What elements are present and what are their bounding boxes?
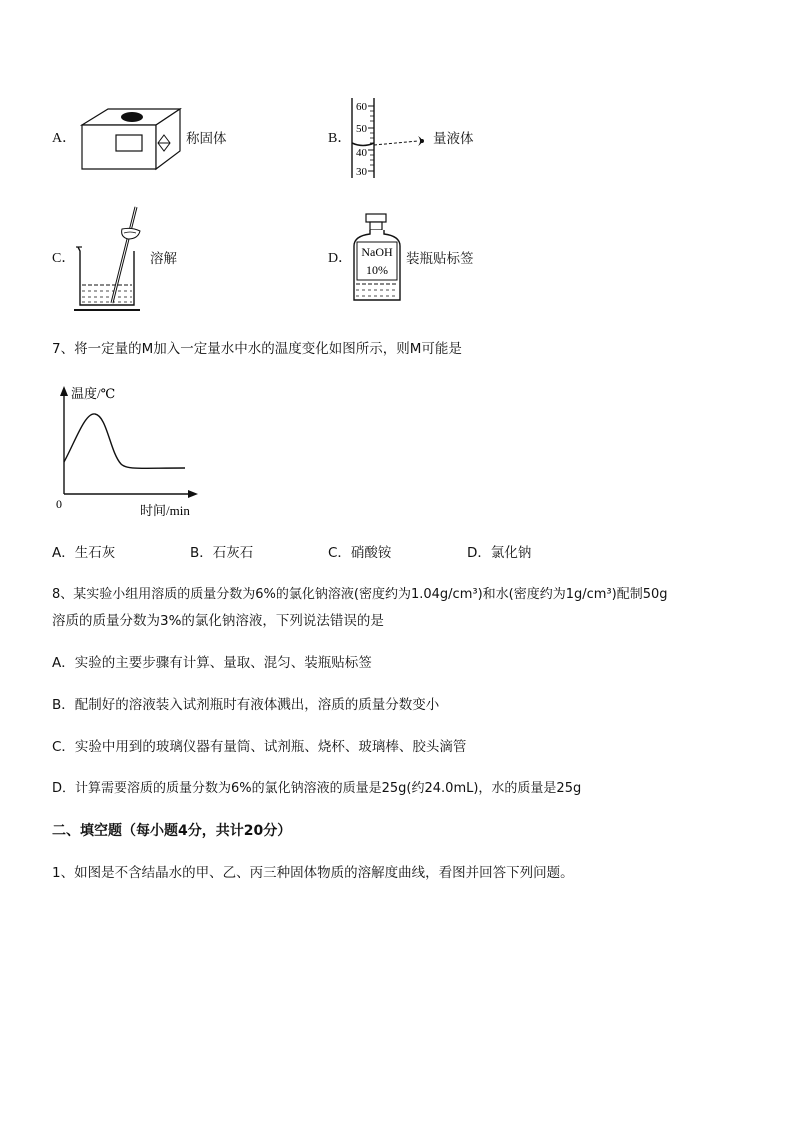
option-b-caption: 量液体 bbox=[433, 131, 474, 147]
option-c-letter: C． bbox=[52, 251, 76, 266]
option-d-caption: 装瓶贴标签 bbox=[406, 251, 474, 267]
q8-option-a: A．实验的主要步骤有计算、量取、混匀、装瓶贴标签 bbox=[52, 655, 372, 671]
scale-label-60: 60 bbox=[356, 101, 367, 113]
balance-illustration bbox=[80, 105, 185, 185]
bottle-label-percent: 10% bbox=[366, 263, 388, 277]
section-heading: 二、填空题（每小题4分，共计20分） bbox=[52, 823, 292, 839]
section2-q1-stem: 1、如图是不含结晶水的甲、乙、丙三种固体物质的溶解度曲线，看图并回答下列问题。 bbox=[52, 865, 574, 881]
q7-option-d: D．氯化钠 bbox=[467, 545, 532, 561]
q7-option-b: B．石灰石 bbox=[190, 545, 254, 561]
graph-origin-label: 0 bbox=[56, 497, 62, 511]
bottle-label-chemical: NaOH bbox=[361, 245, 393, 259]
scale-label-30: 30 bbox=[356, 166, 367, 178]
option-b-letter: B． bbox=[328, 131, 352, 146]
graduated-cylinder-illustration bbox=[350, 98, 430, 180]
beaker-stirring-illustration bbox=[72, 205, 152, 315]
q8-stem-line2: 溶质的质量分数为3%的氯化钠溶液，下列说法错误的是 bbox=[52, 613, 384, 629]
scale-label-50: 50 bbox=[356, 123, 367, 135]
q8-option-c: C．实验中用到的玻璃仪器有量筒、试剂瓶、烧杯、玻璃棒、胶头滴管 bbox=[52, 739, 467, 755]
q7-option-a: A．生石灰 bbox=[52, 545, 116, 561]
option-c-caption: 溶解 bbox=[150, 251, 177, 267]
graph-x-label: 时间/min bbox=[140, 503, 190, 518]
option-a-letter: A． bbox=[52, 131, 77, 146]
temperature-time-graph bbox=[55, 382, 205, 517]
option-a-caption: 称固体 bbox=[186, 131, 227, 147]
q7-stem: 7、将一定量的M加入一定量水中水的温度变化如图所示，则M可能是 bbox=[52, 341, 462, 357]
reagent-bottle-illustration bbox=[350, 212, 404, 304]
q8-stem-line1: 8、某实验小组用溶质的质量分数为6%的氯化钠溶液(密度约为1.04g/cm³)和水(密度约为1g/cm³)配制50g bbox=[52, 587, 668, 602]
graph-y-label: 温度/℃ bbox=[71, 386, 116, 401]
scale-label-40: 40 bbox=[356, 147, 367, 159]
option-d-letter: D． bbox=[328, 251, 353, 266]
q7-option-c: C．硝酸铵 bbox=[328, 545, 392, 561]
q8-option-b: B．配制好的溶液装入试剂瓶时有液体溅出，溶质的质量分数变小 bbox=[52, 697, 440, 713]
q8-option-d: D．计算需要溶质的质量分数为6%的氯化钠溶液的质量是25g(约24.0mL)，水的质量是25g bbox=[52, 781, 582, 796]
